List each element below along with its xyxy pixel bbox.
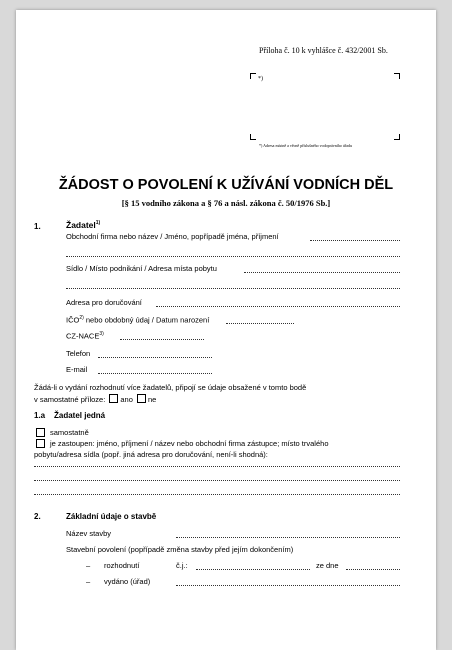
cj-field[interactable] [196, 569, 310, 570]
label-no: ne [148, 395, 157, 404]
label-company: Obchodní firma nebo název / Jméno, popřípadě jména, příjmení [66, 232, 279, 241]
company-field-2[interactable] [66, 256, 400, 257]
delivery-field[interactable] [156, 306, 400, 307]
label-date: ze dne [316, 561, 339, 570]
checkbox-represented[interactable] [36, 439, 45, 448]
label-ico: IČO$^{2)}$ nebo obdobný údaj / Datum narození [66, 315, 210, 325]
label-decision: rozhodnutí [104, 561, 140, 570]
label-seat: Sídlo / Místo podnikání / Adresa místa pobytu [66, 264, 217, 273]
section-1-number: 1. [34, 222, 41, 231]
company-field-1[interactable] [310, 240, 400, 241]
email-field[interactable] [98, 373, 212, 374]
annex-reference: Příloha č. 10 k vyhlášce č. 432/2001 Sb. [259, 46, 388, 55]
representative-field-2[interactable] [34, 480, 400, 481]
multi-applicant-text-2: v samostatné příloze: ano ne [34, 395, 157, 404]
label-phone: Telefon [66, 349, 91, 358]
address-box-corner-tl [250, 73, 256, 79]
address-box-corner-bl [250, 134, 256, 140]
label-yes: ano [120, 395, 133, 404]
issued-field[interactable] [176, 585, 400, 586]
checkbox-no[interactable] [137, 394, 146, 403]
seat-field-2[interactable] [66, 288, 400, 289]
address-box-corner-tr [394, 73, 400, 79]
label-represented-1: je zastoupen: jméno, příjmení / název nebo obchodní firma zástupce; místo trvalého [50, 439, 329, 448]
label-cj: č.j.: [176, 561, 188, 570]
section-1-heading: Žadatel$^{1)}$ [66, 220, 101, 230]
checkbox-independent[interactable] [36, 428, 45, 437]
representative-field-1[interactable] [34, 466, 400, 467]
multi-applicant-text-1: Žádá-li o vydání rozhodnutí více žadatelů, připojí se údaje obsažené v tomto bodě [34, 383, 307, 392]
section-2-heading: Základní údaje o stavbě [66, 512, 157, 521]
label-nace: CZ-NACE$^{3)}$ [66, 331, 104, 341]
label-delivery: Adresa pro doručování [66, 298, 142, 307]
section-2-number: 2. [34, 512, 41, 521]
phone-field[interactable] [98, 357, 212, 358]
label-building-name: Název stavby [66, 529, 112, 538]
dash-1: – [86, 561, 91, 570]
label-represented-2: pobytu/adresa sídla (popř. jiná adresa pro doručování, není-li shodná): [34, 450, 268, 459]
date-field[interactable] [346, 569, 400, 570]
ico-field[interactable] [226, 323, 294, 324]
nace-field[interactable] [120, 339, 204, 340]
label-email: E-mail [66, 365, 88, 374]
building-name-field[interactable] [176, 537, 400, 538]
label-independent: samostatně [50, 428, 89, 437]
document-title: ŽÁDOST O POVOLENÍ K UŽÍVÁNÍ VODNÍCH DĚL [58, 177, 394, 193]
label-issued: vydáno (úřad) [104, 577, 151, 586]
checkbox-yes[interactable] [109, 394, 118, 403]
label-building-permit: Stavební povolení (popřípadě změna stavby před jejím dokončením) [66, 545, 294, 554]
address-box-corner-br [394, 134, 400, 140]
section-1a-number: 1.a [34, 411, 46, 420]
dash-2: – [86, 577, 91, 586]
representative-field-3[interactable] [34, 494, 400, 495]
section-1a-heading: Žadatel jedná [54, 411, 106, 420]
address-box-mark: *) [258, 76, 263, 82]
document-page [16, 10, 436, 650]
document-subtitle: [§ 15 vodního zákona a § 76 a násl. zákona č. 50/1976 Sb.] [121, 198, 331, 208]
address-note: *) Adresa místně a věcně příslušného vodoprávního úřadu [259, 143, 352, 148]
seat-field-1[interactable] [244, 272, 400, 273]
